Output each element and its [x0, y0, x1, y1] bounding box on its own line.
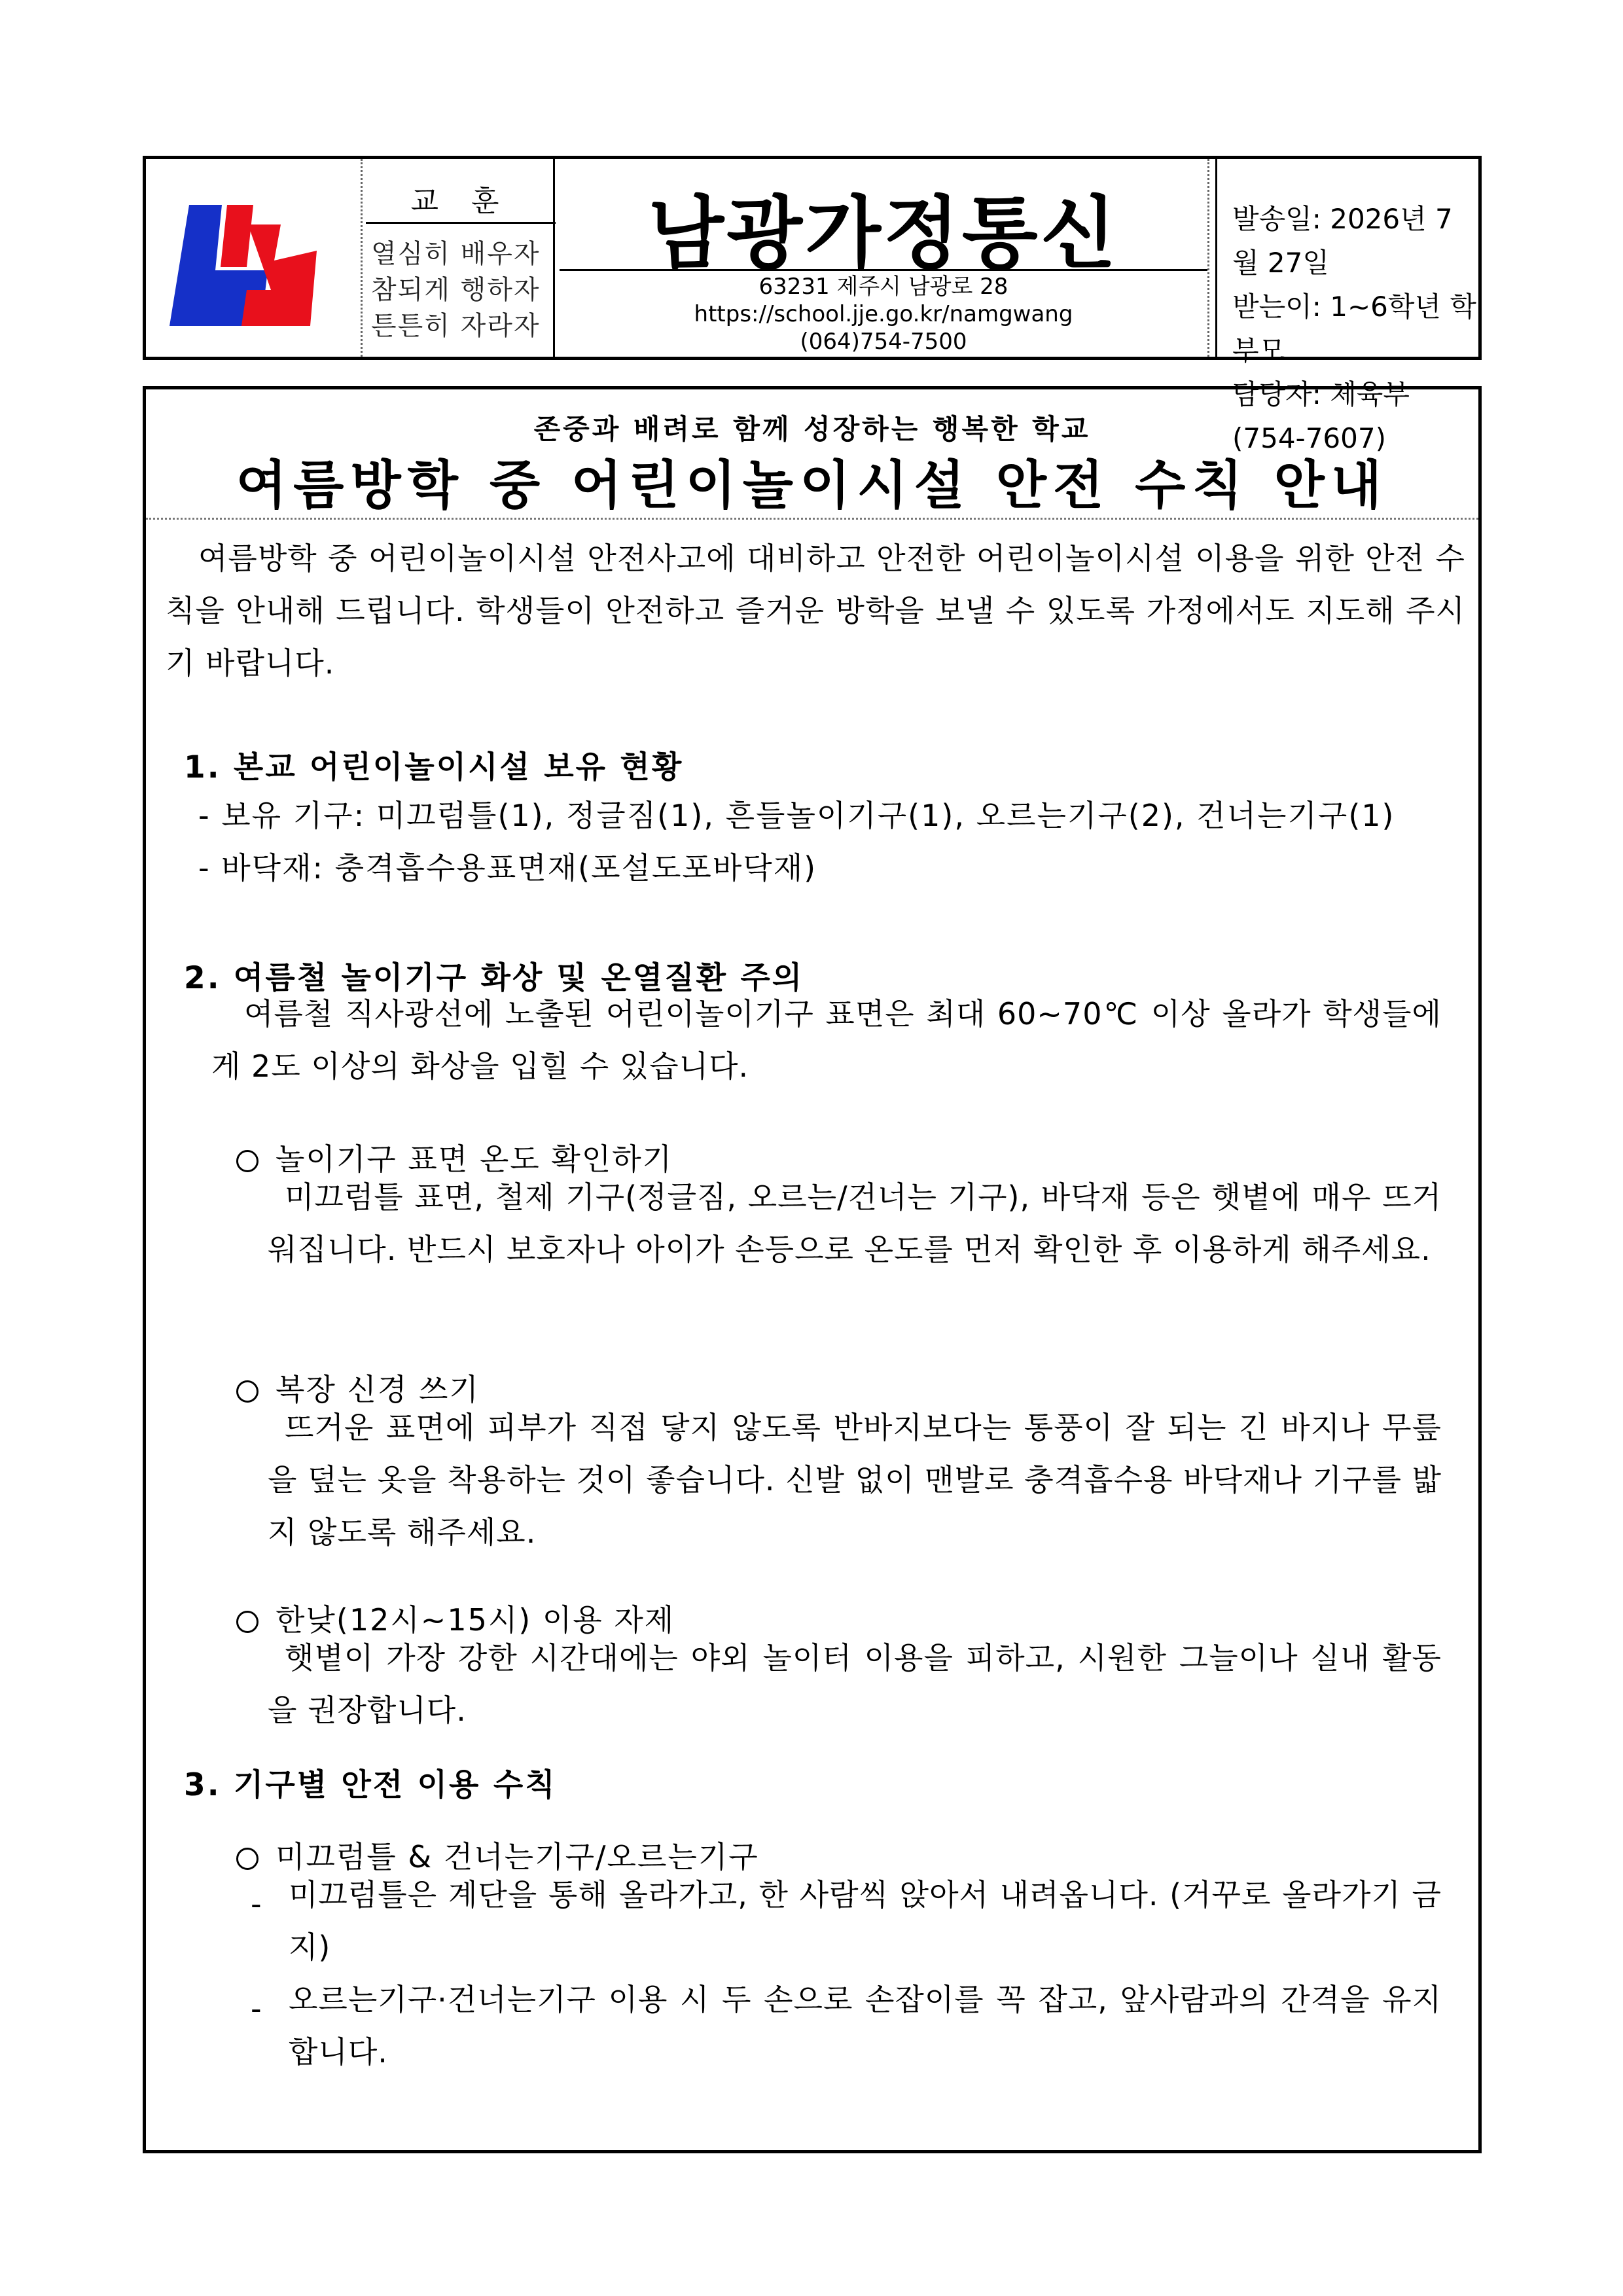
divider — [146, 518, 1478, 520]
issue-date: 발송일: 2026년 7월 27일 — [1232, 203, 1453, 279]
subsection-title-text: 한낮(12시~15시) 이용 자제 — [276, 1602, 675, 1638]
divider — [553, 159, 555, 357]
circle-bullet-icon — [236, 1848, 259, 1870]
subsection-title-text: 놀이기구 표면 온도 확인하기 — [276, 1141, 673, 1177]
divider — [366, 222, 556, 224]
document-title: 여름방학 중 어린이놀이시설 안전 수칙 안내 — [236, 455, 1389, 516]
contact: 담당자: 체육부(754-7607) — [1232, 378, 1410, 454]
circle-bullet-icon — [236, 1380, 259, 1403]
list-item: - 보유 기구: 미끄럼틀(1), 정글짐(1), 흔들놀이기구(1), 오르는기구(2), 건너는기구(1) — [198, 798, 1395, 833]
motto-title: 교 훈 — [410, 185, 511, 218]
dash-bullet: - — [251, 1886, 263, 1922]
section-heading: 3. 기구별 안전 이용 수칙 — [184, 1767, 557, 1803]
school-logo — [169, 198, 320, 329]
school-slogan: 존중과 배려로 함께 성장하는 행복한 학교 — [533, 413, 1091, 445]
section-heading: 2. 여름철 놀이기구 화상 및 온열질환 주의 — [184, 960, 804, 996]
list-item: - 바닥재: 충격흡수용표면재(포설도포바닥재) — [198, 850, 817, 886]
motto-line: 참되게 행하자 — [371, 275, 541, 305]
divider — [361, 159, 363, 357]
divider — [1215, 159, 1217, 357]
section-heading: 1. 본교 어린이놀이시설 보유 현황 — [184, 749, 684, 785]
website: https://school.jje.go.kr/namgwang — [694, 301, 1073, 327]
recipient: 받는이: 1~6학년 학부모 — [1232, 291, 1476, 367]
phone: (064)754-7500 — [800, 329, 967, 355]
newsletter-title: 남광가정통신 — [648, 188, 1119, 279]
notice-body — [143, 386, 1482, 2153]
list-item: 미끄럼틀은 계단을 통해 올라가고, 한 사람씩 앉아서 내려옵니다. (거꾸로 올라가기 금지) — [289, 1877, 1442, 1965]
subsection-title-text: 복장 신경 쓰기 — [276, 1372, 480, 1407]
subsection-text: 미끄럼틀 표면, 철제 기구(정글짐, 오르는/건너는 기구), 바닥재 등은 햇볕에 매우 뜨거워집니다. 반드시 보호자나 아이가 손등으로 온도를 먼저 확인한 후 이용하게 해주세요. — [268, 1179, 1442, 1267]
motto-lines — [371, 236, 541, 344]
subsection-text: 햇볕이 가장 강한 시간대에는 야외 놀이터 이용을 피하고, 시원한 그늘이나 실내 활동을 권장합니다. — [268, 1640, 1442, 1728]
divider — [560, 269, 1207, 271]
section-body: 여름철 직사광선에 노출된 어린이놀이기구 표면은 최대 60~70℃ 이상 올라가 학생들에게 2도 이상의 화상을 입힐 수 있습니다. — [211, 996, 1442, 1084]
dash-bullet: - — [251, 1991, 263, 2026]
motto-line: 열심히 배우자 — [371, 239, 541, 269]
address: 63231 제주시 남광로 28 — [758, 274, 1008, 300]
subsection-title-text: 미끄럼틀 & 건너는기구/오르는기구 — [276, 1839, 759, 1874]
circle-bullet-icon — [236, 1150, 259, 1172]
school-address-block — [560, 273, 1207, 355]
subsection-text: 뜨거운 표면에 피부가 직접 닿지 않도록 반바지보다는 통풍이 잘 되는 긴 바지나 무릎을 덮는 옷을 착용하는 것이 좋습니다. 신발 없이 맨발로 충격흡수용 바닥재나 기구를 밟지 않도록 해주세요. — [268, 1410, 1442, 1550]
circle-bullet-icon — [236, 1611, 259, 1633]
list-item: 오르는기구·건너는기구 이용 시 두 손으로 손잡이를 꼭 잡고, 앞사람과의 간격을 유지합니다. — [289, 1982, 1442, 2070]
divider — [1207, 159, 1209, 357]
motto-line: 튼튼히 자라자 — [371, 311, 541, 341]
intro-paragraph: 여름방학 중 어린이놀이시설 안전사고에 대비하고 안전한 어린이놀이시설 이용을 위한 안전 수칙을 안내해 드립니다. 학생들이 안전하고 즐거운 방학을 보낼 수 있도록 가정에서도 지도해 주시기 바랍니다. — [166, 541, 1465, 681]
